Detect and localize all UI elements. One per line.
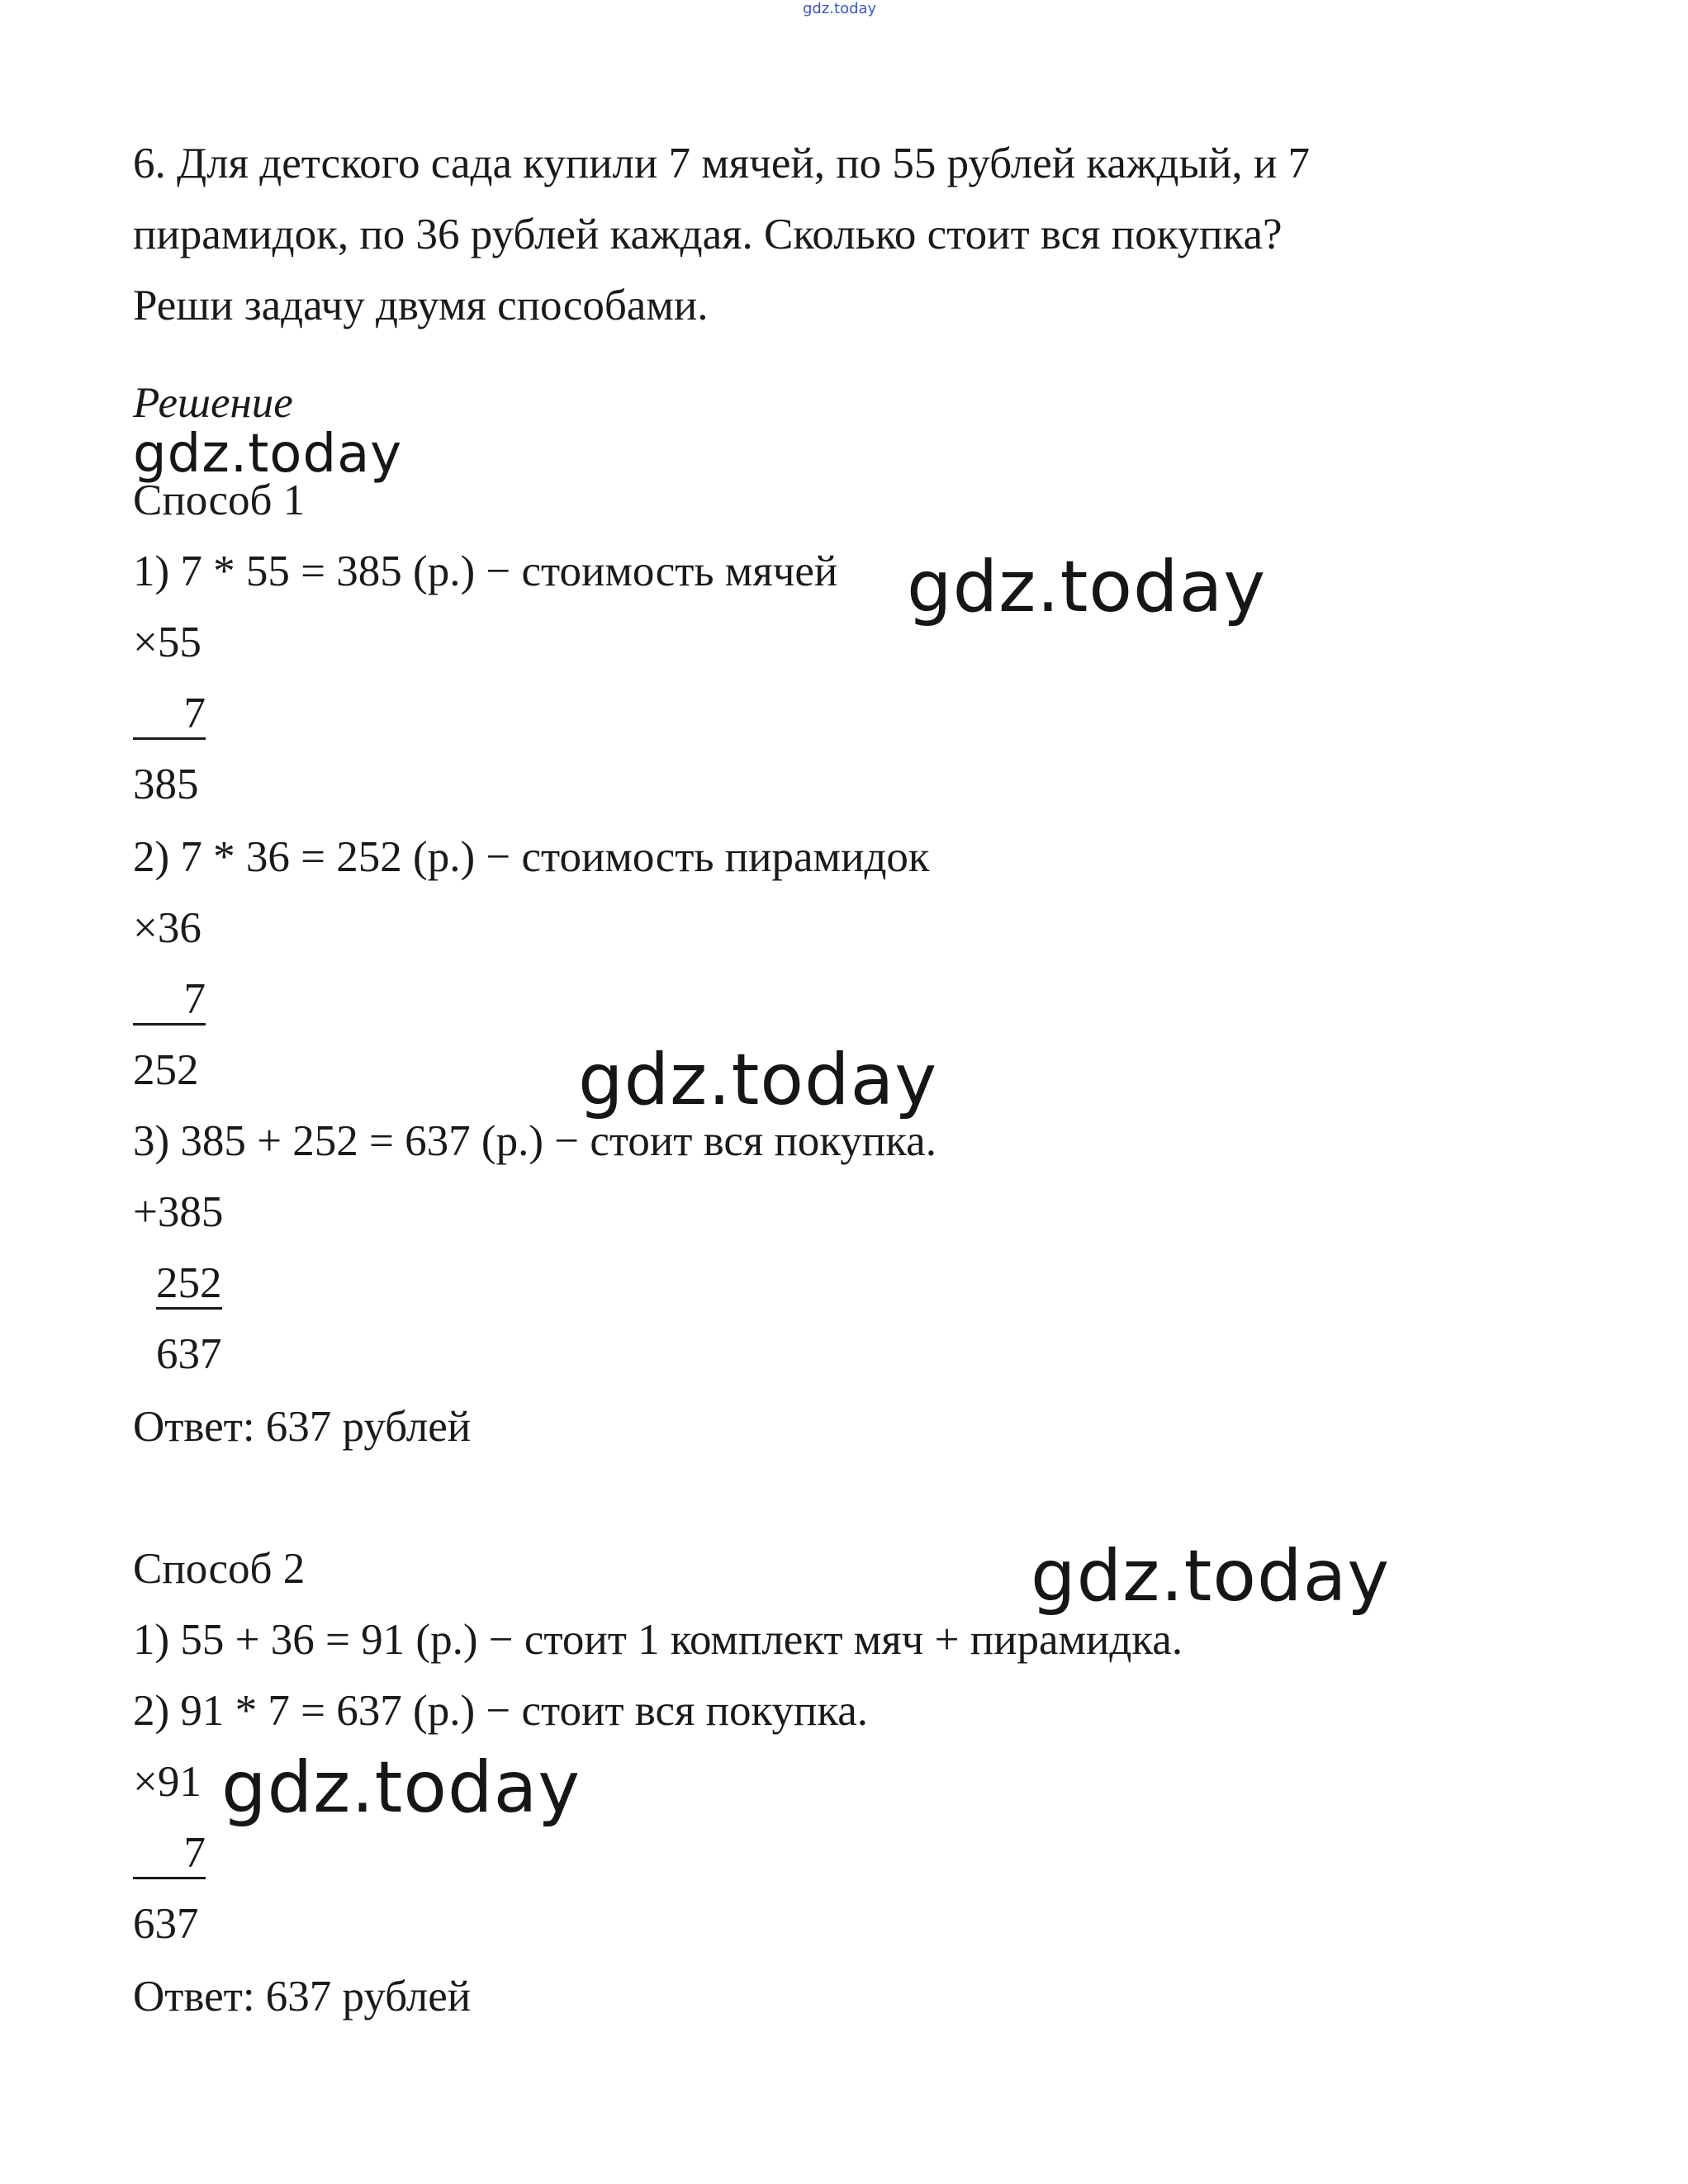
- problem-line-3: Реши задачу двумя способами.: [133, 282, 709, 329]
- calc-1-bottom-value: 7: [133, 692, 206, 740]
- method-1-step-2: 2) 7 * 36 = 252 (р.) − стоимость пирамидок: [133, 833, 930, 881]
- calc-3-result: 637: [156, 1330, 222, 1378]
- watermark-top: gdz.today: [803, 0, 877, 17]
- method-2-step-2: 2) 91 * 7 = 637 (р.) − стоит вся покупка.: [133, 1687, 869, 1735]
- problem-line-1: 6. Для детского сада купили 7 мячей, по 55 рублей каждый, и 7: [133, 140, 1311, 187]
- method-2-title: Способ 2: [133, 1545, 306, 1593]
- watermark: gdz.today: [221, 1746, 581, 1829]
- calc-4-top: ×91: [133, 1758, 202, 1806]
- problem-line-2: пирамидок, по 36 рублей каждая. Сколько стоит вся покупка?: [133, 211, 1283, 258]
- method-1-step-1: 1) 7 * 55 = 385 (р.) − стоимость мячей: [133, 547, 838, 595]
- calc-2-bottom: [133, 975, 206, 1026]
- calc-3-bottom: [156, 1259, 222, 1310]
- watermark: gdz.today: [133, 424, 403, 485]
- calc-4-bottom-value: 7: [133, 1831, 206, 1879]
- calc-1-top: ×55: [133, 618, 202, 666]
- calc-3-bottom-value: 252: [156, 1262, 222, 1310]
- watermark: gdz.today: [578, 1039, 938, 1121]
- method-1-step-3: 3) 385 + 252 = 637 (р.) − стоит вся покупка.: [133, 1117, 936, 1165]
- calc-4-result: 637: [133, 1900, 199, 1948]
- calc-2-result: 252: [133, 1046, 199, 1094]
- method-2-answer: Ответ: 637 рублей: [133, 1973, 472, 2021]
- watermark: gdz.today: [1031, 1535, 1391, 1618]
- calc-2-bottom-value: 7: [133, 978, 206, 1026]
- calc-1-bottom: [133, 689, 206, 740]
- calc-4-bottom: [133, 1831, 206, 1879]
- method-2-step-1: 1) 55 + 36 = 91 (р.) − стоит 1 комплект мяч + пирамидка.: [133, 1616, 1183, 1664]
- calc-2-top: ×36: [133, 904, 202, 952]
- calc-1-result: 385: [133, 760, 199, 808]
- method-1-answer: Ответ: 637 рублей: [133, 1403, 472, 1451]
- watermark: gdz.today: [907, 546, 1267, 628]
- method-1-title: Способ 1: [133, 476, 306, 524]
- calc-3-top: +385: [133, 1188, 224, 1236]
- solution-heading: Решение: [133, 379, 293, 427]
